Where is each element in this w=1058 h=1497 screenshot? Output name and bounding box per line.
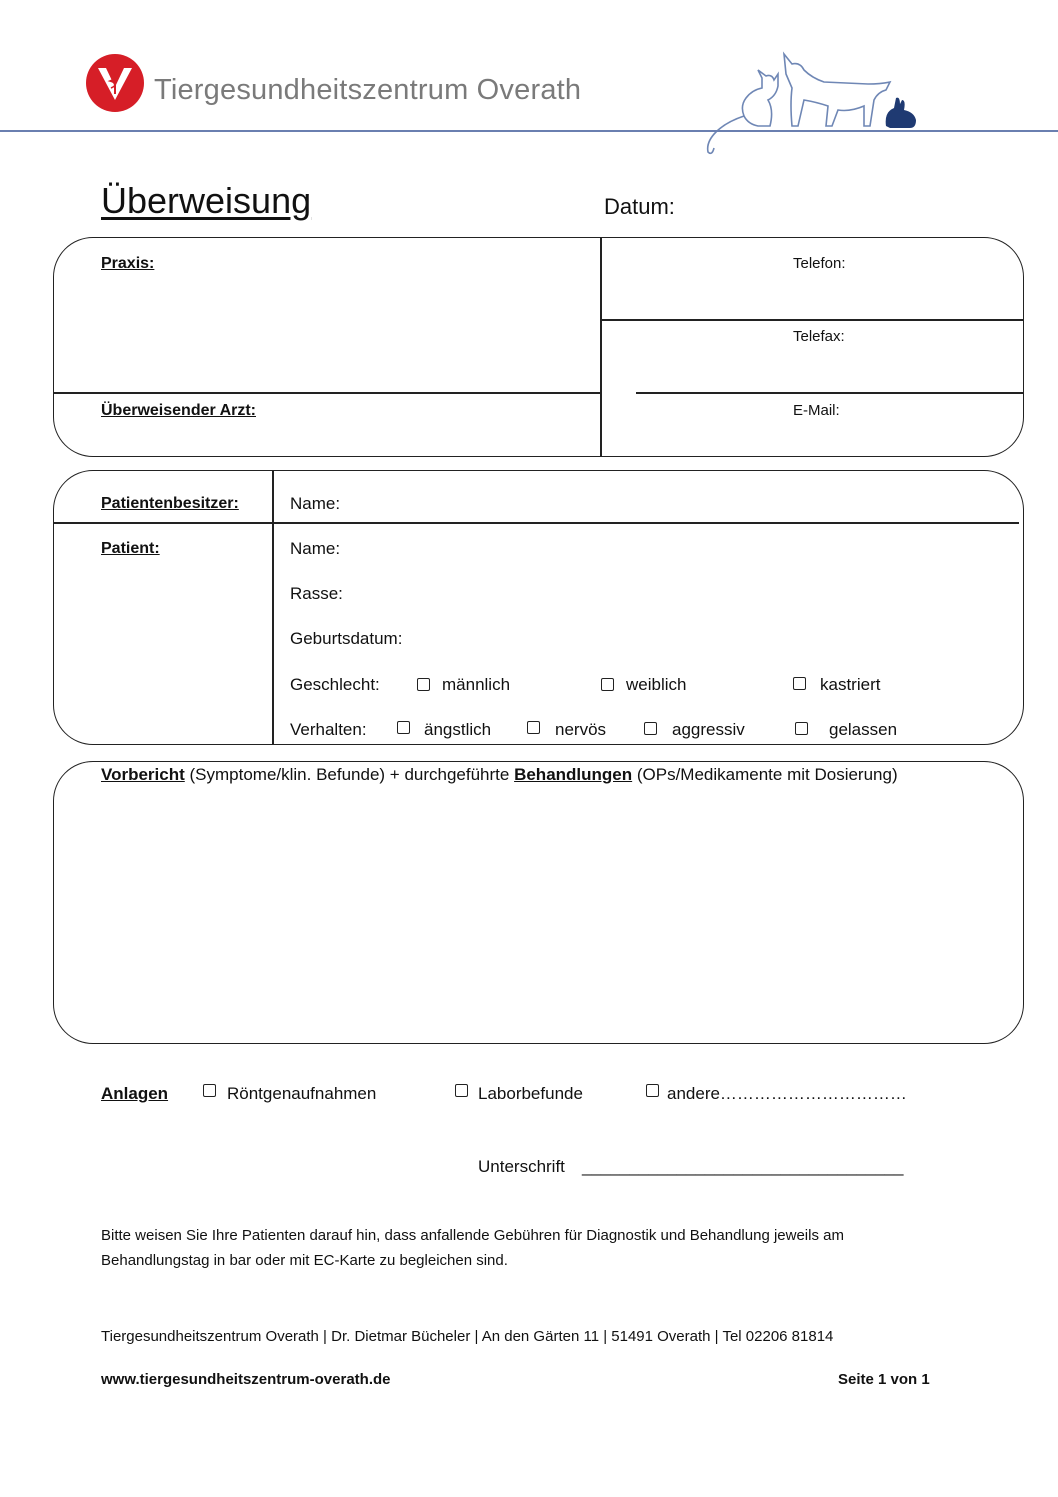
doctor-label: Überweisender Arzt: (101, 402, 256, 419)
behavior-label: Verhalten: (290, 720, 367, 739)
logo-mark (86, 54, 144, 112)
payment-notice-line-2: Behandlungstag in bar oder mit EC-Karte zu begleichen sind. (101, 1252, 508, 1269)
form-title: Überweisung (101, 180, 312, 221)
breed-label: Rasse: (290, 584, 343, 603)
practice-divider-right (636, 392, 1023, 394)
signature-line[interactable]: __________________________________ (582, 1157, 904, 1176)
email-label: E-Mail: (793, 402, 840, 419)
practice-box (53, 237, 1024, 457)
payment-notice-line-1: Bitte weisen Sie Ihre Patienten darauf hin, dass anfallende Gebühren für Diagnostik und Behandlung jeweils am (101, 1227, 844, 1244)
attachment-lab: Laborbefunde (478, 1084, 583, 1103)
vet-logo-icon (86, 54, 144, 112)
footer-website[interactable]: www.tiergesundheitszentrum-overath.de (101, 1371, 391, 1388)
footer-address: Tiergesundheitszentrum Overath | Dr. Dietmar Bücheler | An den Gärten 11 | 51491 Overath | Tel 02206 81814 (101, 1328, 834, 1345)
checkbox-gelassen[interactable] (795, 722, 808, 735)
patient-divider-vertical (272, 470, 274, 745)
history-text-2: (OPs/Medikamente mit Dosierung) (632, 765, 898, 784)
practice-divider-left (54, 392, 600, 394)
checkbox-andere[interactable] (646, 1084, 659, 1097)
sex-label: Geschlecht: (290, 675, 380, 694)
checkbox-roentgen[interactable] (203, 1084, 216, 1097)
behavior-option-aggressive: aggressiv (672, 720, 745, 739)
behavior-option-anxious: ängstlich (424, 720, 492, 739)
practice-divider-phone (601, 319, 1023, 321)
attachment-xray: Röntgenaufnahmen (227, 1084, 377, 1103)
signature-label: Unterschrift (478, 1157, 565, 1176)
praxis-label: Praxis: (101, 255, 155, 272)
page-number: Seite 1 von 1 (838, 1371, 930, 1388)
checkbox-aengstlich[interactable] (397, 721, 410, 734)
patient-name-label: Name: (290, 539, 341, 558)
behavior-option-calm: gelassen (829, 720, 898, 739)
checkbox-aggressiv[interactable] (644, 722, 657, 735)
birthdate-label: Geburtsdatum: (290, 629, 403, 648)
owner-label: Patientenbesitzer: (101, 495, 239, 512)
patient-label: Patient: (101, 540, 160, 557)
telefon-label: Telefon: (793, 255, 846, 272)
practice-divider-vertical (600, 237, 602, 457)
cat-dog-rabbit-icon (700, 44, 930, 156)
patient-divider-horizontal (54, 522, 1019, 524)
owner-name-label: Name: (290, 494, 341, 513)
history-box (53, 761, 1024, 1044)
attachments-label: Anlagen (101, 1084, 169, 1103)
animals-illustration (700, 44, 930, 156)
org-name: Tiergesundheitszentrum Overath (154, 74, 582, 106)
checkbox-weiblich[interactable] (601, 678, 614, 691)
history-text-1: (Symptome/klin. Befunde) + durchgeführte (184, 765, 515, 784)
behavior-option-nervous: nervös (555, 720, 607, 739)
checkbox-maennlich[interactable] (417, 678, 430, 691)
telefax-label: Telefax: (793, 328, 845, 345)
history-heading (101, 765, 898, 785)
date-label: Datum: (604, 194, 675, 219)
checkbox-labor[interactable] (455, 1084, 468, 1097)
sex-option-female: weiblich (626, 675, 687, 694)
behandlungen-label: Behandlungen (514, 765, 633, 784)
sex-option-male: männlich (442, 675, 511, 694)
checkbox-kastriert[interactable] (793, 677, 806, 690)
vorbericht-label: Vorbericht (101, 765, 185, 784)
checkbox-nervoes[interactable] (527, 721, 540, 734)
sex-option-neutered: kastriert (820, 675, 881, 694)
attachment-other: andere…………………………… (667, 1084, 907, 1103)
header-rule (0, 130, 1058, 132)
